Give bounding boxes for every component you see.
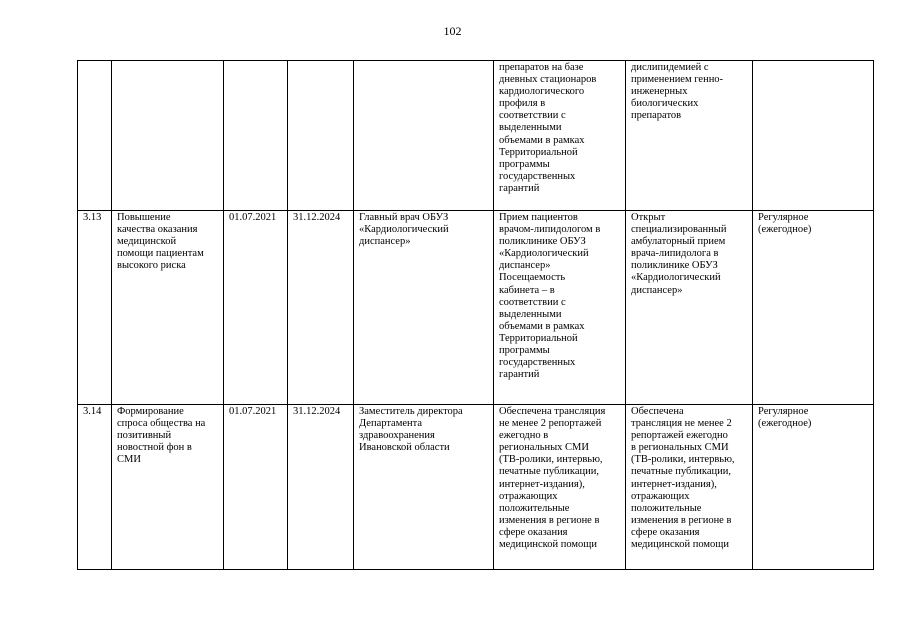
table-row [78, 405, 874, 570]
cell-start-date: 01.07.2021 [224, 211, 288, 405]
cell-responsible [354, 61, 494, 211]
cell-result: Открыт специализированный амбулаторный прием врача-липидолога в поликлинике ОБУЗ «Кардиологический диспансер» [626, 211, 753, 405]
table-row [78, 211, 874, 405]
cell-start-date [224, 61, 288, 211]
cell-end-date: 31.12.2024 [288, 211, 354, 405]
cell-periodicity: Регулярное (ежегодное) [753, 211, 874, 405]
cell-result: Обеспечена трансляция не менее 2 репортажей ежегодно в региональных СМИ (ТВ-ролики, интервью, печатные публикации, интернет-издания), отражающих положительные изменения в регионе в сфере оказания медицинской помощи [626, 405, 753, 570]
cell-responsible: Главный врач ОБУЗ «Кардиологический диспансер» [354, 211, 494, 405]
cell-number: 3.13 [78, 211, 112, 405]
cell-indicator: Прием пациентов врачом-липидологом в поликлинике ОБУЗ «Кардиологический диспансер» Посещаемость кабинета – в соответствии с выделенными объемами в рамках Территориальной программы государственных гарантий [494, 211, 626, 405]
plan-table [77, 60, 874, 570]
cell-end-date: 31.12.2024 [288, 405, 354, 570]
cell-measure [112, 61, 224, 211]
cell-measure: Формирование спроса общества на позитивный новостной фон в СМИ [112, 405, 224, 570]
cell-number: 3.14 [78, 405, 112, 570]
cell-periodicity [753, 61, 874, 211]
page-number: 102 [443, 24, 462, 38]
cell-responsible: Заместитель директора Департамента здравоохранения Ивановской области [354, 405, 494, 570]
cell-end-date [288, 61, 354, 211]
cell-number [78, 61, 112, 211]
cell-result: дислипидемией с применением генно- инженерных биологических препаратов [626, 61, 753, 211]
cell-indicator: препаратов на базе дневных стационаров кардиологического профиля в соответствии с выделенными объемами в рамках Территориальной программы государственных гарантий [494, 61, 626, 211]
cell-periodicity: Регулярное (ежегодное) [753, 405, 874, 570]
cell-measure: Повышение качества оказания медицинской помощи пациентам высокого риска [112, 211, 224, 405]
cell-indicator: Обеспечена трансляция не менее 2 репортажей ежегодно в региональных СМИ (ТВ-ролики, интервью, печатные публикации, интернет-издания), отражающих положительные изменения в регионе в сфере оказания медицинской помощи [494, 405, 626, 570]
cell-start-date: 01.07.2021 [224, 405, 288, 570]
table-row [78, 61, 874, 211]
